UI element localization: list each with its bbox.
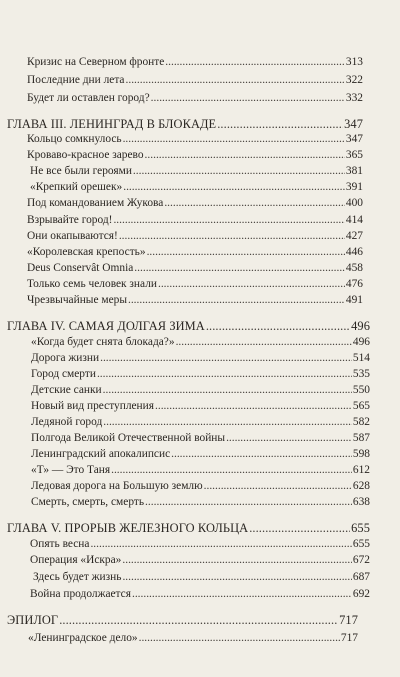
section-title: «Когда будет снята блокада?»	[31, 336, 175, 348]
section-title: Взрывайте город!	[27, 214, 113, 226]
page-number: 612	[352, 464, 370, 476]
dot-leader	[134, 260, 345, 276]
page-number: 381	[345, 165, 363, 177]
dot-leader	[126, 72, 345, 88]
dot-leader	[249, 520, 350, 536]
dot-leader	[171, 446, 352, 462]
page-number: 427	[345, 230, 363, 242]
page-number: 655	[351, 521, 370, 535]
dot-leader	[217, 116, 343, 132]
section-title: Смерть, смерть, смерть	[31, 496, 145, 508]
section-title: Ледовая дорога на Большую землю	[31, 480, 203, 492]
page-number: 655	[352, 538, 370, 550]
section-title: Кольцо сомкнулось	[27, 133, 122, 145]
dot-leader	[155, 398, 352, 414]
page-number: 638	[352, 496, 370, 508]
dot-leader	[147, 244, 345, 260]
dot-leader	[139, 630, 340, 646]
chapter-title: ГЛАВА III. ЛЕНИНГРАД В БЛОКАДЕ	[7, 117, 217, 131]
section-title: Здесь будет жизнь	[33, 571, 122, 583]
toc-entry	[27, 90, 363, 106]
toc-entry	[30, 179, 363, 195]
page-number: 446	[345, 246, 363, 258]
toc-entry	[33, 569, 370, 585]
dot-leader	[176, 334, 352, 350]
page-number: 535	[352, 368, 370, 380]
toc-entry	[31, 334, 370, 350]
toc-entry	[28, 630, 358, 646]
dot-leader	[113, 212, 344, 228]
toc-entry	[31, 494, 370, 510]
dot-leader	[97, 366, 352, 382]
dot-leader	[128, 292, 345, 308]
dot-leader	[122, 569, 351, 585]
dot-leader	[103, 382, 352, 398]
dot-leader	[103, 414, 352, 430]
toc-entry	[30, 552, 370, 568]
page-number: 391	[345, 181, 363, 193]
dot-leader	[90, 536, 351, 552]
dot-leader	[59, 612, 338, 628]
page-number: 717	[339, 613, 358, 627]
dot-leader	[165, 54, 345, 70]
chapter-title: ЭПИЛОГ	[7, 613, 59, 627]
section-title: Операция «Искра»	[30, 554, 122, 566]
dot-leader	[123, 179, 345, 195]
section-title: Кризис на Северном фронте	[27, 56, 165, 68]
page-number: 672	[352, 554, 370, 566]
dot-leader	[151, 90, 345, 106]
page-number: 476	[345, 278, 363, 290]
section-title: Ледяной город	[31, 416, 103, 428]
section-title: Будет ли оставлен город?	[27, 92, 150, 104]
toc-entry	[31, 382, 370, 398]
dot-leader	[145, 147, 345, 163]
page-number: 414	[345, 214, 363, 226]
section-title: Ленинградский апокалипсис	[31, 448, 171, 460]
page-number: 587	[352, 432, 370, 444]
page-number: 692	[352, 588, 370, 600]
section-title: Deus Conservât Omnia	[27, 262, 134, 274]
chapter-title: ГЛАВА IV. САМАЯ ДОЛГАЯ ЗИМА	[7, 319, 205, 333]
toc-entry	[27, 212, 363, 228]
page-number: 582	[352, 416, 370, 428]
toc-entry	[31, 366, 370, 382]
section-title: Дорога жизни	[31, 352, 100, 364]
dot-leader	[111, 462, 352, 478]
section-title: Новый вид преступления	[31, 400, 154, 412]
toc-entry	[31, 462, 370, 478]
toc-chapter	[7, 612, 358, 628]
section-title: Полгода Великой Отечественной войны	[31, 432, 226, 444]
dot-leader	[164, 195, 345, 211]
page-number: 496	[351, 319, 370, 333]
page-number: 565	[352, 400, 370, 412]
toc-entry	[27, 147, 363, 163]
toc-entry	[31, 430, 370, 446]
toc-entry	[27, 292, 363, 308]
dot-leader	[132, 586, 352, 602]
section-title: Кроваво-красное зарево	[27, 149, 144, 161]
section-title: Опять весна	[30, 538, 90, 550]
section-title: Чрезвычайные меры	[27, 294, 127, 306]
page-number: 332	[345, 92, 363, 104]
toc-chapter	[7, 318, 370, 334]
toc-entry	[27, 276, 363, 292]
section-title: Детские санки	[31, 384, 102, 396]
toc-entry	[27, 228, 363, 244]
toc-entry	[27, 54, 363, 70]
toc-chapter	[7, 520, 370, 536]
dot-leader	[204, 478, 352, 494]
chapter-title: ГЛАВА V. ПРОРЫВ ЖЕЛЕЗНОГО КОЛЬЦА	[7, 521, 249, 535]
dot-leader	[226, 430, 352, 446]
section-title: «Крепкий орешек»	[30, 181, 123, 193]
toc-entry	[27, 260, 363, 276]
section-title: «Королевская крепость»	[27, 246, 146, 258]
toc-entry	[27, 72, 363, 88]
toc-entry	[31, 446, 370, 462]
page-number: 514	[352, 352, 370, 364]
section-title: Война продолжается	[30, 588, 131, 600]
dot-leader	[133, 163, 345, 179]
toc-entry	[27, 131, 363, 147]
toc-entry	[27, 244, 363, 260]
page-number: 365	[345, 149, 363, 161]
page-number: 496	[352, 336, 370, 348]
dot-leader	[122, 552, 352, 568]
page-number: 550	[352, 384, 370, 396]
dot-leader	[119, 228, 345, 244]
toc-entry	[30, 163, 363, 179]
page-number: 628	[352, 480, 370, 492]
page-number: 717	[340, 632, 358, 644]
toc-chapter	[7, 116, 363, 132]
dot-leader	[206, 318, 350, 334]
page-number: 313	[345, 56, 363, 68]
dot-leader	[100, 350, 352, 366]
page-number: 598	[352, 448, 370, 460]
toc-entry	[30, 586, 370, 602]
page-number: 458	[345, 262, 363, 274]
toc-entry	[31, 350, 370, 366]
page-number: 347	[345, 133, 363, 145]
page-number: 491	[345, 294, 363, 306]
toc-entry	[30, 536, 370, 552]
dot-leader	[158, 276, 345, 292]
section-title: Под командованием Жукова	[27, 197, 164, 209]
toc-entry	[31, 398, 370, 414]
toc-entry	[31, 478, 370, 494]
toc-entry	[27, 195, 363, 211]
page-number: 322	[345, 74, 363, 86]
section-title: «Т» — Это Таня	[31, 464, 111, 476]
dot-leader	[145, 494, 352, 510]
section-title: Только семь человек знали	[27, 278, 157, 290]
section-title: Город смерти	[31, 368, 96, 380]
section-title: Последние дни лета	[27, 74, 125, 86]
section-title: Они окапываются!	[27, 230, 118, 242]
toc-entry	[31, 414, 370, 430]
page-number: 687	[352, 571, 370, 583]
dot-leader	[123, 131, 345, 147]
section-title: «Ленинградское дело»	[28, 632, 138, 644]
page-number: 347	[344, 117, 363, 131]
page-number: 400	[345, 197, 363, 209]
section-title: Не все были героями	[30, 165, 132, 177]
